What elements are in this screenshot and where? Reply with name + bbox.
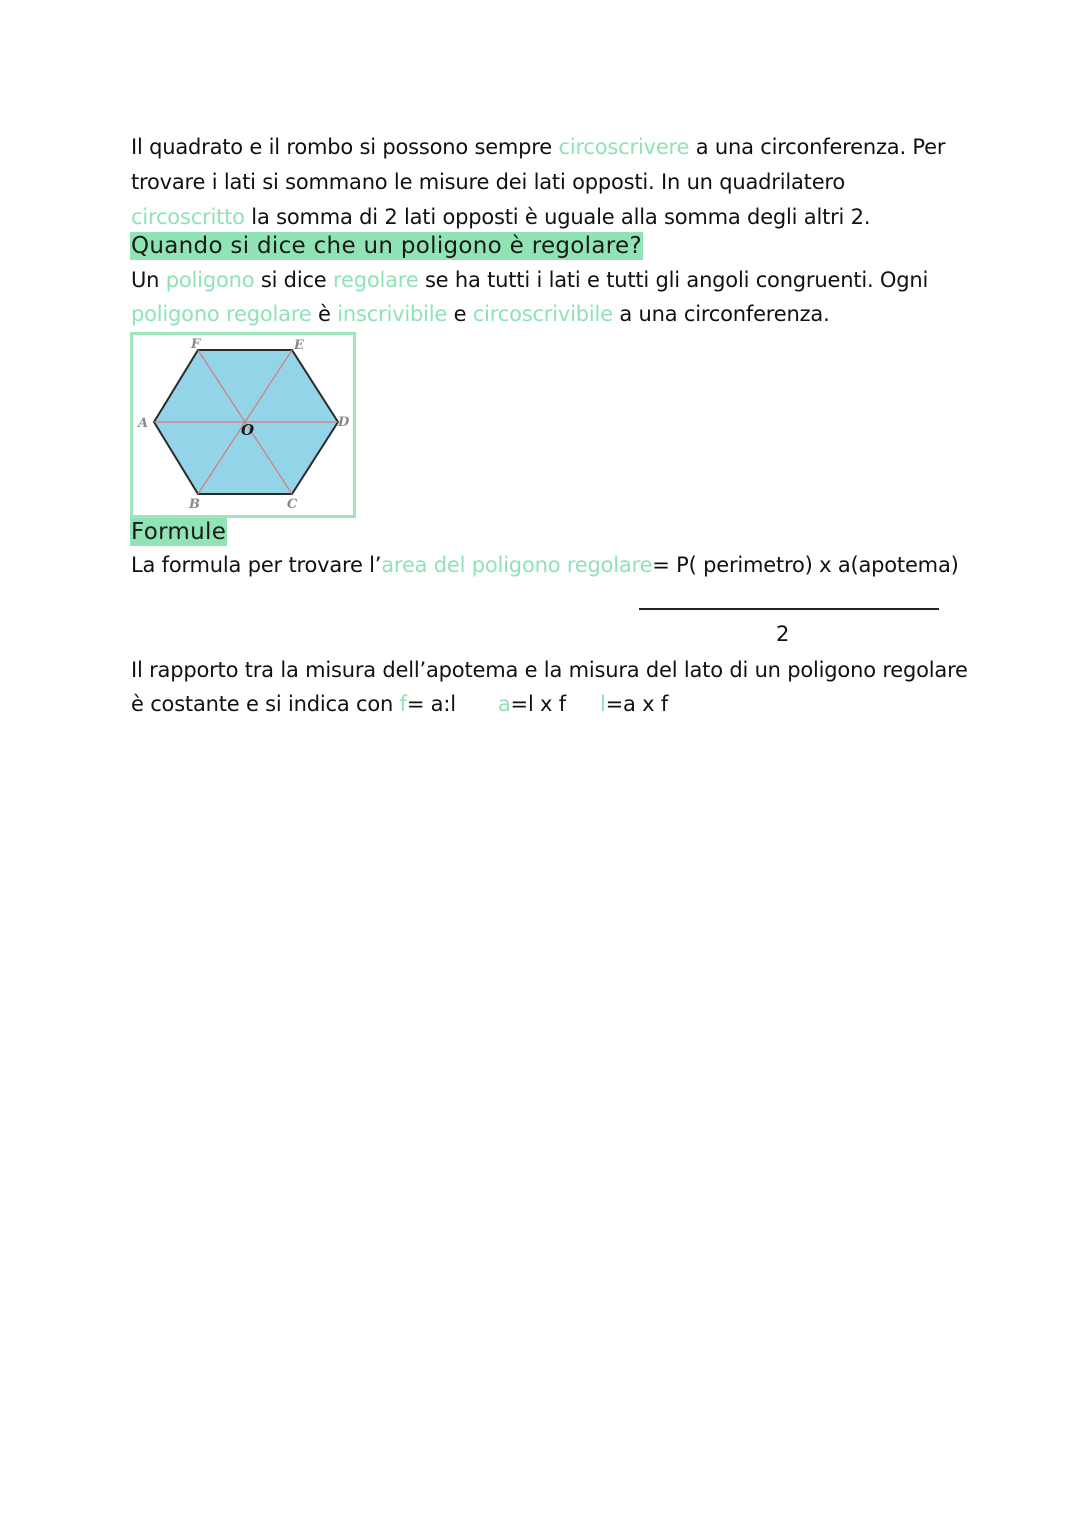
formula-line	[131, 548, 959, 582]
paragraph-2-line-2	[131, 297, 830, 331]
highlighted-term: f	[399, 692, 407, 716]
text-span: = a:l	[406, 692, 456, 716]
highlighted-term: area del poligono regolare	[381, 553, 653, 577]
paragraph-3-line-1	[131, 653, 968, 687]
highlighted-term: a	[497, 692, 511, 716]
text-span: a una circonferenza. Per	[689, 135, 946, 159]
hexagon-diagram	[133, 335, 353, 515]
highlighted-term: circoscrivibile	[472, 302, 613, 326]
section-heading-regular-polygon: Quando si dice che un poligono è regolare?	[131, 233, 642, 259]
text-span: Il quadrato e il rombo si possono sempre	[131, 135, 559, 159]
vertex-label-B: B	[189, 497, 200, 512]
text-span: si dice	[254, 268, 333, 292]
text-span: Un	[131, 268, 166, 292]
text-span: se ha tutti i lati e tutti gli angoli congruenti. Ogni	[418, 268, 929, 292]
vertex-label-A: A	[138, 416, 149, 431]
highlighted-term: inscrivibile	[337, 302, 448, 326]
text-span: la somma di 2 lati opposti è uguale alla somma degli altri 2.	[244, 205, 871, 229]
text-span: a una circonferenza.	[612, 302, 830, 326]
text-span: =l x f	[510, 692, 566, 716]
highlighted-term: l	[599, 692, 606, 716]
text-span: trovare i lati si sommano le misure dei lati opposti. In un quadrilatero	[131, 170, 846, 194]
highlighted-term: regolare	[333, 268, 419, 292]
text-span: = P( perimetro) x a(apotema)	[652, 553, 959, 577]
fraction-bar	[639, 608, 939, 610]
text-span: è	[311, 302, 338, 326]
regular-hexagon-figure	[130, 332, 356, 518]
text-span: Il rapporto tra la misura dell’apotema e la misura del lato di un poligono regolare	[131, 658, 968, 682]
highlighted-term: poligono regolare	[131, 302, 312, 326]
text-span: è costante e si indica con	[131, 692, 400, 716]
paragraph-3-line-2	[131, 687, 668, 721]
section-heading-formule: Formule	[131, 519, 227, 545]
vertex-label-E: E	[294, 338, 304, 353]
vertex-label-D: D	[338, 415, 350, 430]
paragraph-1-line-1	[131, 130, 945, 164]
text-span: e	[447, 302, 473, 326]
paragraph-1-line-2	[131, 165, 845, 199]
highlighted-term: circoscrivere	[558, 135, 690, 159]
vertex-label-F: F	[191, 337, 201, 352]
highlighted-term: circoscritto	[131, 205, 245, 229]
highlighted-term: poligono	[165, 268, 255, 292]
text-span: =a x f	[605, 692, 669, 716]
paragraph-2-line-1	[131, 263, 928, 297]
paragraph-1-line-3	[131, 200, 870, 234]
center-label-O: O	[241, 421, 255, 439]
vertex-label-C: C	[287, 497, 298, 512]
text-span: La formula per trovare l’	[131, 553, 382, 577]
fraction-denominator: 2	[776, 622, 790, 646]
